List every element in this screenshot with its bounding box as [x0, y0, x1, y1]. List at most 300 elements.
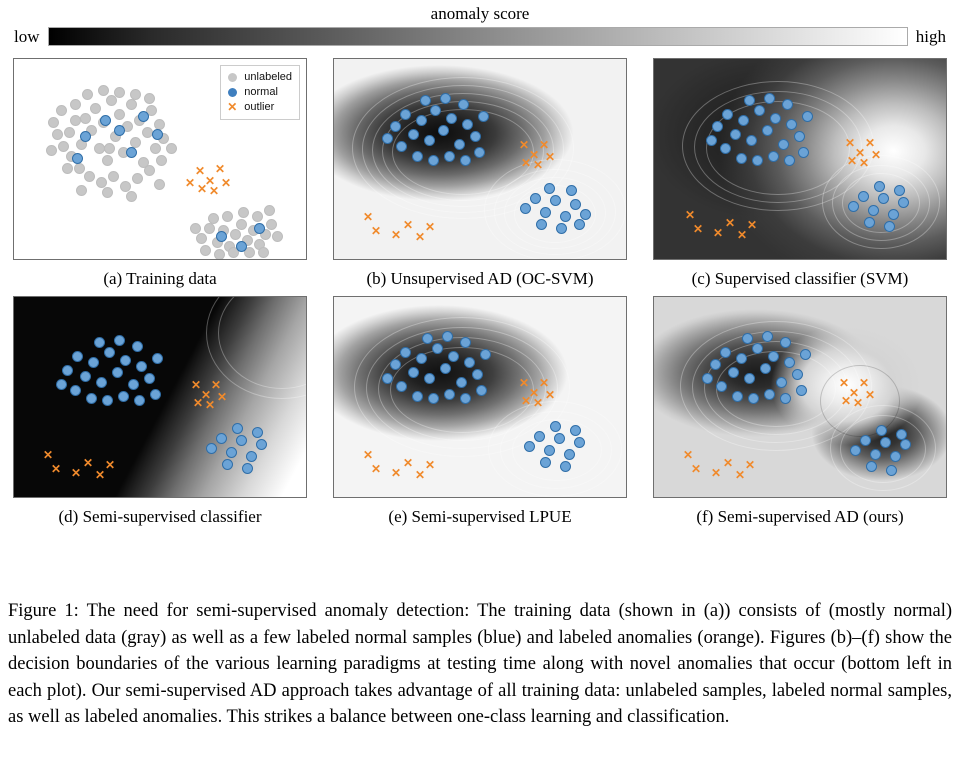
data-point-normal: [768, 151, 779, 162]
panel-caption-a: (a) Training data: [103, 269, 217, 288]
data-point-normal: [536, 219, 547, 230]
data-point-normal: [784, 357, 795, 368]
panel-e-semisupervised-lpue: [333, 296, 627, 498]
data-point-normal: [430, 105, 441, 116]
novel-outlier-x-icon: ✕: [402, 217, 414, 232]
data-point-normal: [550, 195, 561, 206]
data-point: [266, 219, 277, 230]
data-point-normal: [114, 125, 125, 136]
data-point-normal: [232, 423, 243, 434]
data-point-normal: [762, 125, 773, 136]
data-point-normal: [530, 193, 541, 204]
data-point-normal: [254, 223, 265, 234]
data-point: [102, 187, 113, 198]
data-point-normal: [898, 197, 909, 208]
outlier-x-icon: ✕: [544, 387, 556, 402]
data-point-normal: [738, 115, 749, 126]
data-point: [82, 89, 93, 100]
legend: [220, 65, 300, 120]
data-point: [166, 143, 177, 154]
panel-cell-f: [640, 296, 960, 528]
outlier-x-icon: ✕: [840, 393, 852, 408]
data-point: [74, 163, 85, 174]
data-point-normal: [560, 461, 571, 472]
data-point-normal: [420, 95, 431, 106]
data-point-normal: [252, 427, 263, 438]
panel-caption-b: (b) Unsupervised AD (OC-SVM): [366, 269, 594, 288]
data-point: [104, 143, 115, 154]
data-point-normal: [470, 131, 481, 142]
data-point: [64, 127, 75, 138]
data-point-normal: [222, 459, 233, 470]
data-point-normal: [710, 359, 721, 370]
panel-cell-c: [640, 58, 960, 290]
data-point: [114, 109, 125, 120]
outlier-x-icon: ✕: [844, 135, 856, 150]
data-point: [144, 93, 155, 104]
novel-outlier-x-icon: ✕: [724, 215, 736, 230]
data-point-normal: [94, 337, 105, 348]
data-point-normal: [96, 377, 107, 388]
outlier-x-icon: ✕: [532, 157, 544, 172]
panel-cell-b: [320, 58, 640, 290]
data-point-normal: [860, 435, 871, 446]
data-point: [154, 119, 165, 130]
data-point-normal: [798, 147, 809, 158]
data-point-normal: [86, 393, 97, 404]
data-point-normal: [784, 155, 795, 166]
data-point-normal: [206, 443, 217, 454]
data-point: [264, 205, 275, 216]
data-point-normal: [728, 367, 739, 378]
data-point-normal: [768, 351, 779, 362]
novel-outlier-x-icon: ✕: [390, 227, 402, 242]
novel-outlier-x-icon: ✕: [42, 447, 54, 462]
data-point-normal: [474, 147, 485, 158]
data-point-normal: [132, 341, 143, 352]
data-point: [130, 137, 141, 148]
outlier-x-icon: ✕: [846, 153, 858, 168]
data-point-normal: [730, 129, 741, 140]
data-point-normal: [382, 133, 393, 144]
legend-label: unlabeled: [244, 71, 292, 83]
outlier-x-icon: ✕: [192, 395, 204, 410]
outlier-x-icon: ✕: [190, 377, 202, 392]
data-point: [236, 219, 247, 230]
outlier-x-icon: ✕: [196, 181, 208, 196]
data-point: [132, 173, 143, 184]
data-point: [156, 155, 167, 166]
panel-caption-e: (e) Semi-supervised LPUE: [388, 507, 572, 526]
panel-cell-d: [0, 296, 320, 528]
data-point-normal: [432, 343, 443, 354]
novel-outlier-x-icon: ✕: [744, 457, 756, 472]
data-point-normal: [442, 331, 453, 342]
data-point-normal: [524, 441, 535, 452]
data-point-normal: [440, 363, 451, 374]
panel-grid: [0, 58, 960, 534]
panel-cell-e: [320, 296, 640, 528]
data-point-normal: [80, 371, 91, 382]
data-point-normal: [890, 451, 901, 462]
novel-outlier-x-icon: ✕: [690, 461, 702, 476]
novel-outlier-x-icon: ✕: [414, 467, 426, 482]
data-point-normal: [136, 361, 147, 372]
data-point-normal: [458, 99, 469, 110]
data-point: [94, 143, 105, 154]
data-point: [196, 233, 207, 244]
data-point-normal: [574, 219, 585, 230]
outlier-x-icon: ✕: [204, 173, 216, 188]
data-point: [208, 213, 219, 224]
data-point-normal: [256, 439, 267, 450]
data-point-normal: [754, 105, 765, 116]
panel-cell-a: [0, 58, 320, 290]
data-point-normal: [702, 373, 713, 384]
data-point-normal: [460, 155, 471, 166]
outlier-x-icon: ✕: [864, 135, 876, 150]
data-point-normal: [540, 457, 551, 468]
outlier-x-icon: ✕: [220, 175, 232, 190]
data-point-normal: [780, 337, 791, 348]
data-point-normal: [408, 129, 419, 140]
data-point-normal: [744, 373, 755, 384]
outlier-x-icon: ✕: [858, 155, 870, 170]
outlier-x-icon: ✕: [528, 147, 540, 162]
data-point-normal: [884, 221, 895, 232]
data-point-normal: [858, 191, 869, 202]
novel-outlier-x-icon: ✕: [362, 209, 374, 224]
novel-outlier-x-icon: ✕: [104, 457, 116, 472]
data-point-normal: [128, 379, 139, 390]
data-point-normal: [850, 445, 861, 456]
data-point-normal: [422, 333, 433, 344]
data-point-normal: [874, 181, 885, 192]
data-point-normal: [114, 335, 125, 346]
data-point-normal: [848, 201, 859, 212]
data-point-normal: [736, 353, 747, 364]
data-point-normal: [880, 437, 891, 448]
outlier-x-icon: ✕: [200, 387, 212, 402]
panel-row-bottom: [0, 296, 960, 528]
data-point-normal: [242, 463, 253, 474]
novel-outlier-x-icon: ✕: [712, 225, 724, 240]
outlier-x-icon: ✕: [208, 183, 220, 198]
data-point-normal: [764, 93, 775, 104]
outlier-x-icon: ✕: [216, 389, 228, 404]
data-point: [52, 129, 63, 140]
data-point-normal: [752, 155, 763, 166]
data-point-normal: [424, 135, 435, 146]
data-point-normal: [438, 125, 449, 136]
data-point-normal: [794, 131, 805, 142]
outlier-x-icon: ✕: [854, 145, 866, 160]
data-point: [58, 141, 69, 152]
data-point: [126, 191, 137, 202]
data-point-normal: [104, 347, 115, 358]
novel-outlier-x-icon: ✕: [684, 207, 696, 222]
data-point-normal: [720, 347, 731, 358]
data-point-normal: [152, 129, 163, 140]
novel-outlier-x-icon: ✕: [390, 465, 402, 480]
colorbar-title: anomaly score: [430, 4, 530, 23]
data-point-normal: [716, 381, 727, 392]
data-point-normal: [550, 421, 561, 432]
data-point-normal: [472, 369, 483, 380]
data-point-normal: [888, 209, 899, 220]
data-point-normal: [70, 385, 81, 396]
novel-outlier-x-icon: ✕: [370, 223, 382, 238]
data-point-normal: [574, 437, 585, 448]
outlier-x-icon: ✕: [852, 395, 864, 410]
data-point-normal: [478, 111, 489, 122]
data-point-normal: [796, 385, 807, 396]
legend-marker-normal-icon: [226, 85, 238, 100]
data-point-normal: [118, 391, 129, 402]
colorbar-high-label: high: [915, 26, 946, 46]
data-point-normal: [746, 135, 757, 146]
data-point-normal: [408, 367, 419, 378]
data-point: [258, 247, 269, 258]
data-point-normal: [448, 351, 459, 362]
data-point-normal: [134, 395, 145, 406]
data-point-normal: [778, 139, 789, 150]
outlier-x-icon: ✕: [194, 163, 206, 178]
data-point: [214, 249, 225, 260]
data-point: [126, 99, 137, 110]
data-point-normal: [462, 119, 473, 130]
data-point-normal: [752, 343, 763, 354]
data-point-normal: [416, 353, 427, 364]
outlier-x-icon: ✕: [864, 387, 876, 402]
colorbar-low-label: low: [14, 26, 40, 46]
novel-outlier-x-icon: ✕: [424, 219, 436, 234]
data-point-normal: [56, 379, 67, 390]
novel-outlier-x-icon: ✕: [50, 461, 62, 476]
data-point-normal: [382, 373, 393, 384]
data-point-normal: [480, 349, 491, 360]
data-point-normal: [866, 461, 877, 472]
data-point-normal: [444, 151, 455, 162]
data-point-normal: [800, 349, 811, 360]
novel-outlier-x-icon: ✕: [362, 447, 374, 462]
data-point: [80, 113, 91, 124]
outlier-x-icon: ✕: [528, 385, 540, 400]
novel-outlier-x-icon: ✕: [746, 217, 758, 232]
outlier-x-icon: ✕: [204, 397, 216, 412]
data-point-normal: [460, 337, 471, 348]
panel-c-supervised-classifier: [653, 58, 947, 260]
data-point-normal: [520, 203, 531, 214]
data-point-normal: [760, 363, 771, 374]
data-point-normal: [216, 231, 227, 242]
panel-d-semisupervised-classifier: [13, 296, 307, 498]
novel-outlier-x-icon: ✕: [402, 455, 414, 470]
panel-b-unsupervised-ad: [333, 58, 627, 260]
legend-item-unlabeled: [226, 70, 292, 85]
data-point: [98, 85, 109, 96]
outlier-x-icon: ✕: [520, 155, 532, 170]
data-point-normal: [792, 369, 803, 380]
data-point-normal: [400, 109, 411, 120]
data-point-normal: [560, 211, 571, 222]
data-point-normal: [706, 135, 717, 146]
data-point-normal: [428, 155, 439, 166]
data-point: [150, 143, 161, 154]
legend-marker-outlier-x-icon: ✕: [227, 100, 238, 114]
colorbar-gradient: [48, 27, 908, 46]
data-point: [222, 211, 233, 222]
data-point-normal: [424, 373, 435, 384]
data-point-normal: [534, 431, 545, 442]
data-point: [120, 181, 131, 192]
data-point-normal: [556, 223, 567, 234]
novel-outlier-x-icon: ✕: [692, 221, 704, 236]
data-point-normal: [216, 433, 227, 444]
panel-caption-d: (d) Semi-supervised classifier: [58, 507, 262, 526]
data-point-normal: [100, 115, 111, 126]
data-point-normal: [570, 425, 581, 436]
data-point-normal: [476, 385, 487, 396]
novel-outlier-x-icon: ✕: [94, 467, 106, 482]
outlier-x-icon: ✕: [544, 149, 556, 164]
data-point: [48, 117, 59, 128]
data-point-normal: [236, 435, 247, 446]
data-point-normal: [554, 433, 565, 444]
data-point-normal: [444, 389, 455, 400]
data-point-normal: [396, 141, 407, 152]
outlier-x-icon: ✕: [518, 375, 530, 390]
novel-outlier-x-icon: ✕: [414, 229, 426, 244]
outlier-x-icon: ✕: [538, 375, 550, 390]
novel-outlier-x-icon: ✕: [734, 467, 746, 482]
data-point: [272, 231, 283, 242]
data-point-normal: [460, 393, 471, 404]
data-point-normal: [540, 207, 551, 218]
data-point-normal: [900, 439, 911, 450]
data-point-normal: [720, 143, 731, 154]
data-point-normal: [400, 347, 411, 358]
data-point-normal: [416, 115, 427, 126]
data-point-normal: [236, 241, 247, 252]
data-point: [108, 171, 119, 182]
data-point-normal: [782, 99, 793, 110]
panel-row-top: [0, 58, 960, 290]
novel-outlier-x-icon: ✕: [722, 455, 734, 470]
figure-caption: Figure 1: The need for semi-supervised anomaly detection: The training data (shown in (a)) consists of (mostly normal) unlabeled data (gray) as well as a few labeled normal samples (blue) and labeled anomalies (orange). Figures (b)–(f) show the decision boundaries of the various learning paradigms at testing time along with novel anomalies that occur (bottom left in each plot). Our semi-supervised AD approach takes advantage of all training data: unlabeled samples, labeled normal samples, as well as labeled anomalies. This strikes a balance between one-class learning and classification.: [8, 601, 952, 727]
data-point: [142, 127, 153, 138]
data-point-normal: [762, 331, 773, 342]
data-point: [252, 211, 263, 222]
data-point: [76, 185, 87, 196]
data-point-normal: [876, 425, 887, 436]
data-point: [70, 115, 81, 126]
data-point-normal: [570, 199, 581, 210]
data-point-normal: [770, 113, 781, 124]
data-point: [190, 223, 201, 234]
colorbar: [14, 4, 946, 46]
data-point-normal: [80, 131, 91, 142]
data-point: [46, 145, 57, 156]
data-point-normal: [72, 351, 83, 362]
data-point: [90, 103, 101, 114]
novel-outlier-x-icon: ✕: [70, 465, 82, 480]
outlier-x-icon: ✕: [858, 375, 870, 390]
novel-outlier-x-icon: ✕: [682, 447, 694, 462]
data-point-normal: [246, 451, 257, 462]
data-point: [154, 179, 165, 190]
data-point-normal: [732, 391, 743, 402]
data-point: [230, 229, 241, 240]
data-point: [84, 171, 95, 182]
data-point-normal: [896, 429, 907, 440]
data-point-normal: [120, 355, 131, 366]
data-point: [62, 163, 73, 174]
data-point-normal: [152, 353, 163, 364]
data-point-normal: [776, 377, 787, 388]
data-point: [114, 87, 125, 98]
data-point-normal: [868, 205, 879, 216]
legend-item-outlier: [226, 100, 292, 115]
data-point-normal: [226, 447, 237, 458]
novel-outlier-x-icon: ✕: [424, 457, 436, 472]
legend-item-normal: [226, 85, 292, 100]
data-point-normal: [564, 449, 575, 460]
data-point: [238, 207, 249, 218]
data-point: [56, 105, 67, 116]
outlier-x-icon: ✕: [848, 385, 860, 400]
data-point-normal: [544, 183, 555, 194]
data-point-normal: [446, 113, 457, 124]
data-point-normal: [712, 121, 723, 132]
data-point-normal: [744, 95, 755, 106]
panel-caption-c: (c) Supervised classifier (SVM): [691, 269, 909, 288]
data-point-normal: [764, 389, 775, 400]
outlier-x-icon: ✕: [870, 147, 882, 162]
data-point-normal: [72, 153, 83, 164]
data-point-normal: [454, 139, 465, 150]
data-point-normal: [412, 151, 423, 162]
data-point-normal: [870, 449, 881, 460]
outlier-x-icon: ✕: [518, 137, 530, 152]
data-point-normal: [102, 395, 113, 406]
data-point-normal: [412, 391, 423, 402]
data-point: [204, 223, 215, 234]
data-point-normal: [464, 357, 475, 368]
novel-outlier-x-icon: ✕: [82, 455, 94, 470]
data-point-normal: [736, 153, 747, 164]
outlier-x-icon: ✕: [520, 393, 532, 408]
data-point-normal: [894, 185, 905, 196]
data-point: [70, 99, 81, 110]
data-point-normal: [802, 111, 813, 122]
data-point: [96, 177, 107, 188]
data-point-normal: [722, 109, 733, 120]
panel-a-training-data: [13, 58, 307, 260]
data-point-normal: [88, 357, 99, 368]
legend-label: normal: [244, 86, 278, 98]
data-point-normal: [112, 367, 123, 378]
data-point-normal: [742, 333, 753, 344]
data-point-normal: [886, 465, 897, 476]
data-point-normal: [150, 389, 161, 400]
data-point-normal: [456, 377, 467, 388]
data-point: [144, 165, 155, 176]
data-point-normal: [748, 393, 759, 404]
data-point-normal: [396, 381, 407, 392]
outlier-x-icon: ✕: [532, 395, 544, 410]
data-point-normal: [780, 393, 791, 404]
